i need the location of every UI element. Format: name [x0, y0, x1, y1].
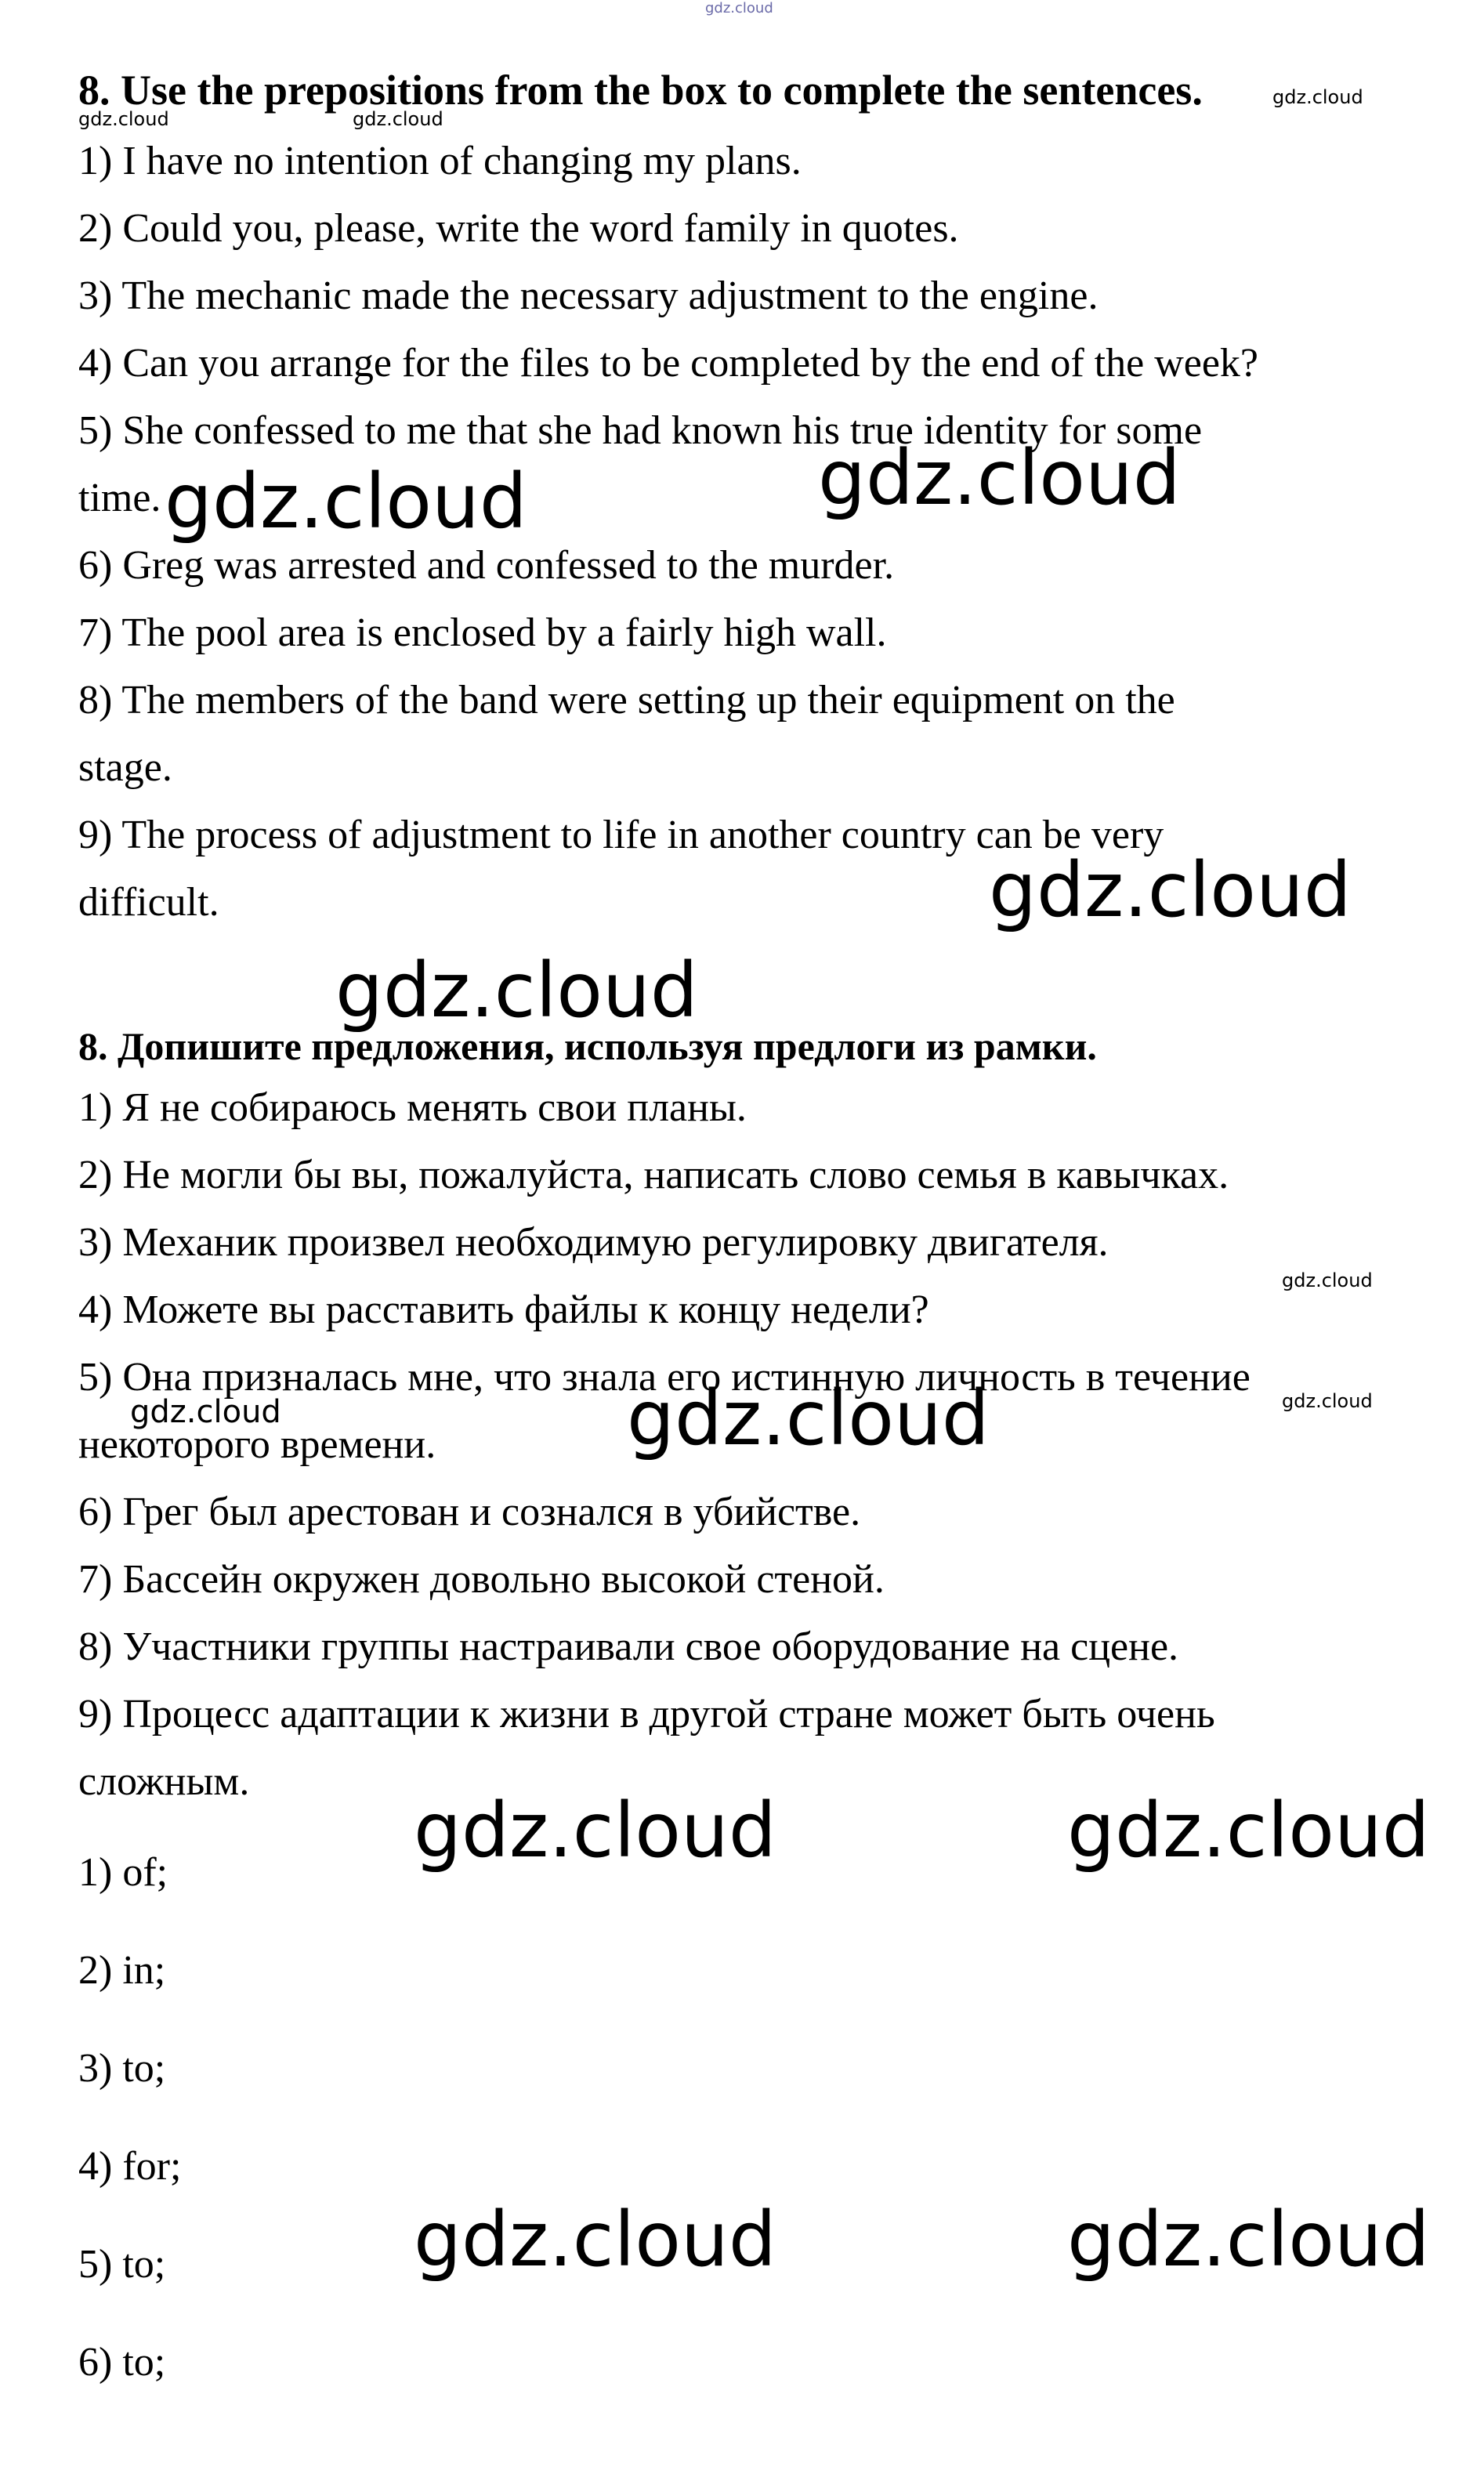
watermark: gdz.cloud	[130, 1394, 281, 1430]
exercise-en-title: 8. Use the prepositions from the box to complete the sentences.	[78, 67, 1203, 114]
watermark: gdz.cloud	[627, 1374, 990, 1462]
answer-item: 6) to;	[78, 2340, 166, 2385]
watermark: gdz.cloud	[1067, 1787, 1430, 1874]
answer-item: 2) in;	[78, 1948, 166, 1993]
watermark: gdz.cloud	[705, 0, 773, 16]
answer-item: 3) to;	[78, 2046, 166, 2091]
sentence-line: 5) Она призналась мне, что знала его истинную личность в течение	[78, 1355, 1251, 1400]
sentence-line: 7) Бассейн окружен довольно высокой стеной.	[78, 1557, 885, 1602]
watermark: gdz.cloud	[1282, 1390, 1373, 1412]
sentence-line: 5) She confessed to me that she had known his true identity for some	[78, 408, 1203, 453]
sentence-line: 6) Грег был арестован и сознался в убийстве.	[78, 1490, 861, 1534]
sentence-line: сложным.	[78, 1759, 250, 1804]
watermark: gdz.cloud	[989, 846, 1352, 934]
watermark: gdz.cloud	[78, 108, 169, 130]
answer-item: 1) of;	[78, 1850, 168, 1895]
sentence-line: некоторого времени.	[78, 1422, 436, 1467]
watermark: gdz.cloud	[1272, 86, 1363, 108]
sentence-line: stage.	[78, 745, 172, 790]
watermark: gdz.cloud	[1067, 2196, 1430, 2283]
watermark: gdz.cloud	[353, 108, 443, 130]
sentence-line: 4) Can you arrange for the files to be completed by the end of the week?	[78, 341, 1258, 386]
answer-item: 4) for;	[78, 2144, 182, 2189]
watermark: gdz.cloud	[165, 458, 527, 545]
sentence-line: 8) Участники группы настраивали свое оборудование на сцене.	[78, 1624, 1179, 1669]
sentence-line: 4) Можете вы расставить файлы к концу недели?	[78, 1287, 929, 1332]
sentence-line: 9) The process of adjustment to life in another country can be very	[78, 813, 1164, 857]
watermark: gdz.cloud	[335, 947, 698, 1034]
watermark: gdz.cloud	[1282, 1269, 1373, 1291]
sentence-line: 7) The pool area is enclosed by a fairly high wall.	[78, 610, 887, 655]
exercise-ru-title: 8. Допишите предложения, используя предлоги из рамки.	[78, 1024, 1097, 1068]
sentence-line: difficult.	[78, 880, 219, 925]
sentence-line: 2) Не могли бы вы, пожалуйста, написать слово семья в кавычках.	[78, 1153, 1229, 1197]
sentence-line: 1) Я не собираюсь менять свои планы.	[78, 1085, 747, 1130]
watermark: gdz.cloud	[414, 2196, 776, 2283]
sentence-line: 3) The mechanic made the necessary adjustment to the engine.	[78, 273, 1099, 318]
sentence-line: 9) Процесс адаптации к жизни в другой стране может быть очень	[78, 1692, 1215, 1737]
watermark: gdz.cloud	[414, 1787, 776, 1874]
sentence-line: 3) Механик произвел необходимую регулировку двигателя.	[78, 1220, 1109, 1265]
sentence-line: 8) The members of the band were setting up their equipment on the	[78, 678, 1175, 722]
sentence-line: time.	[78, 476, 161, 520]
answer-item: 5) to;	[78, 2242, 166, 2287]
watermark: gdz.cloud	[818, 434, 1181, 522]
sentence-line: 2) Could you, please, write the word family in quotes.	[78, 206, 959, 251]
sentence-line: 6) Greg was arrested and confessed to the murder.	[78, 543, 895, 588]
sentence-line: 1) I have no intention of changing my plans.	[78, 139, 802, 183]
